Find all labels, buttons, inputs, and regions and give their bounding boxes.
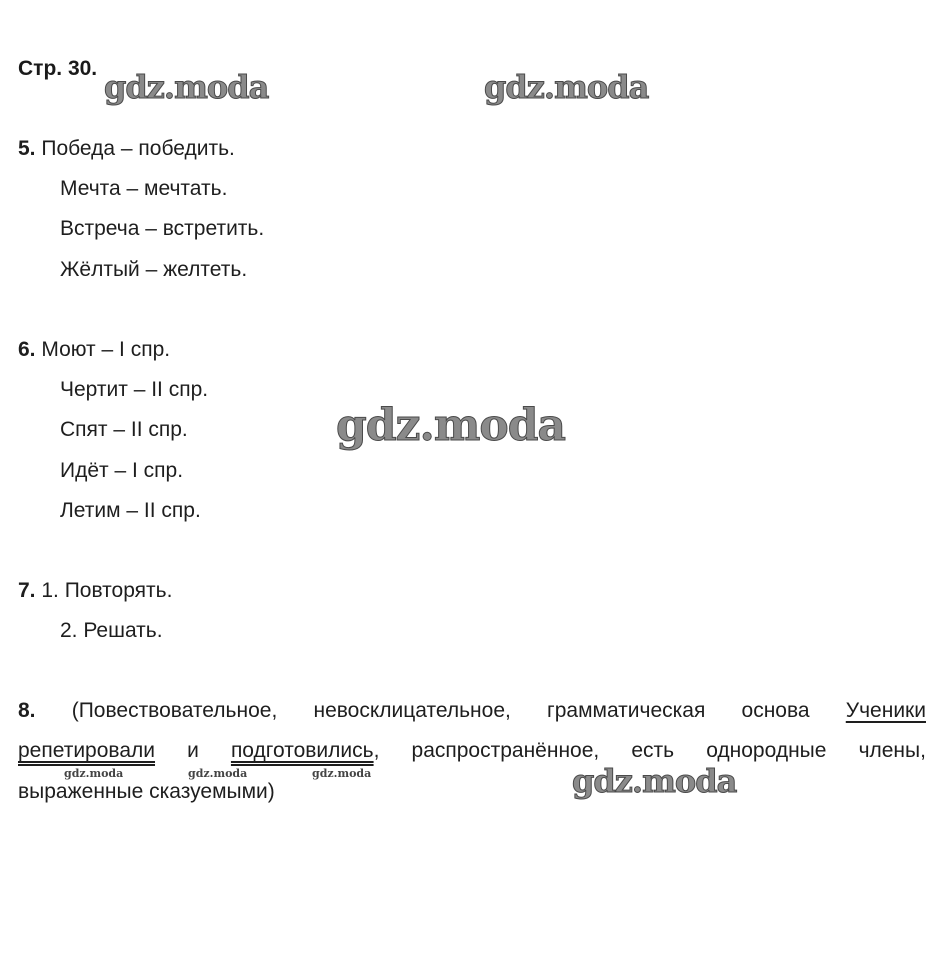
watermark-top-right: gdz.moda xyxy=(484,68,649,106)
task-5-line-1 xyxy=(18,137,235,161)
task-7-line-2: 2. Решать. xyxy=(60,619,163,642)
task-5-line-3: Встреча – встретить. xyxy=(60,217,265,240)
task-6-line-5: Летим – II спр. xyxy=(60,499,201,522)
watermark-small: gdz.moda xyxy=(312,767,372,780)
task-word: невосклицательное, xyxy=(313,699,511,722)
task-text: Моют – I спр. xyxy=(41,338,171,361)
watermark-bottom-right: gdz.moda xyxy=(572,762,737,800)
task-6-line-1 xyxy=(18,338,170,362)
task-6-line-4: Идёт – I спр. xyxy=(60,459,184,482)
task-number: 7. xyxy=(18,579,36,602)
task-5-line-2: Мечта – мечтать. xyxy=(60,177,228,200)
task-word: основа xyxy=(741,699,810,722)
task-number: 5. xyxy=(18,137,36,160)
task-word: распространённое, xyxy=(411,739,600,762)
task-5-line-4: Жёлтый – желтеть. xyxy=(60,258,248,281)
subject-underlined: Ученики xyxy=(845,699,926,722)
task-word: члены, xyxy=(858,739,926,762)
watermark-center: gdz.moda xyxy=(336,400,566,451)
page-number-header: Стр. 30. xyxy=(18,57,98,80)
task-8-line-2 xyxy=(18,739,926,763)
watermark-top-left: gdz.moda xyxy=(104,68,269,106)
task-word: есть xyxy=(631,739,675,762)
task-word: и xyxy=(187,739,199,762)
predicate-double-underlined: подготовились xyxy=(230,739,374,762)
task-word: однородные xyxy=(706,739,827,762)
task-8-line-1 xyxy=(18,699,926,723)
task-number: 8. xyxy=(18,699,36,722)
task-number: 6. xyxy=(18,338,36,361)
task-text: Победа – победить. xyxy=(41,137,235,160)
watermark-small: gdz.moda xyxy=(64,767,124,780)
task-8-line-3: выраженные сказуемыми) xyxy=(18,780,275,803)
task-word: (Повествовательное, xyxy=(71,699,278,722)
task-text: 1. Повторять. xyxy=(41,579,173,602)
watermark-small: gdz.moda xyxy=(188,767,248,780)
comma: , xyxy=(373,739,380,762)
task-6-line-3: Спят – II спр. xyxy=(60,418,188,441)
predicate-double-underlined: репетировали xyxy=(18,739,156,762)
task-6-line-2: Чертит – II спр. xyxy=(60,378,209,401)
task-7-line-1 xyxy=(18,579,172,603)
task-word: грамматическая xyxy=(547,699,706,722)
task-word-group xyxy=(231,739,379,763)
